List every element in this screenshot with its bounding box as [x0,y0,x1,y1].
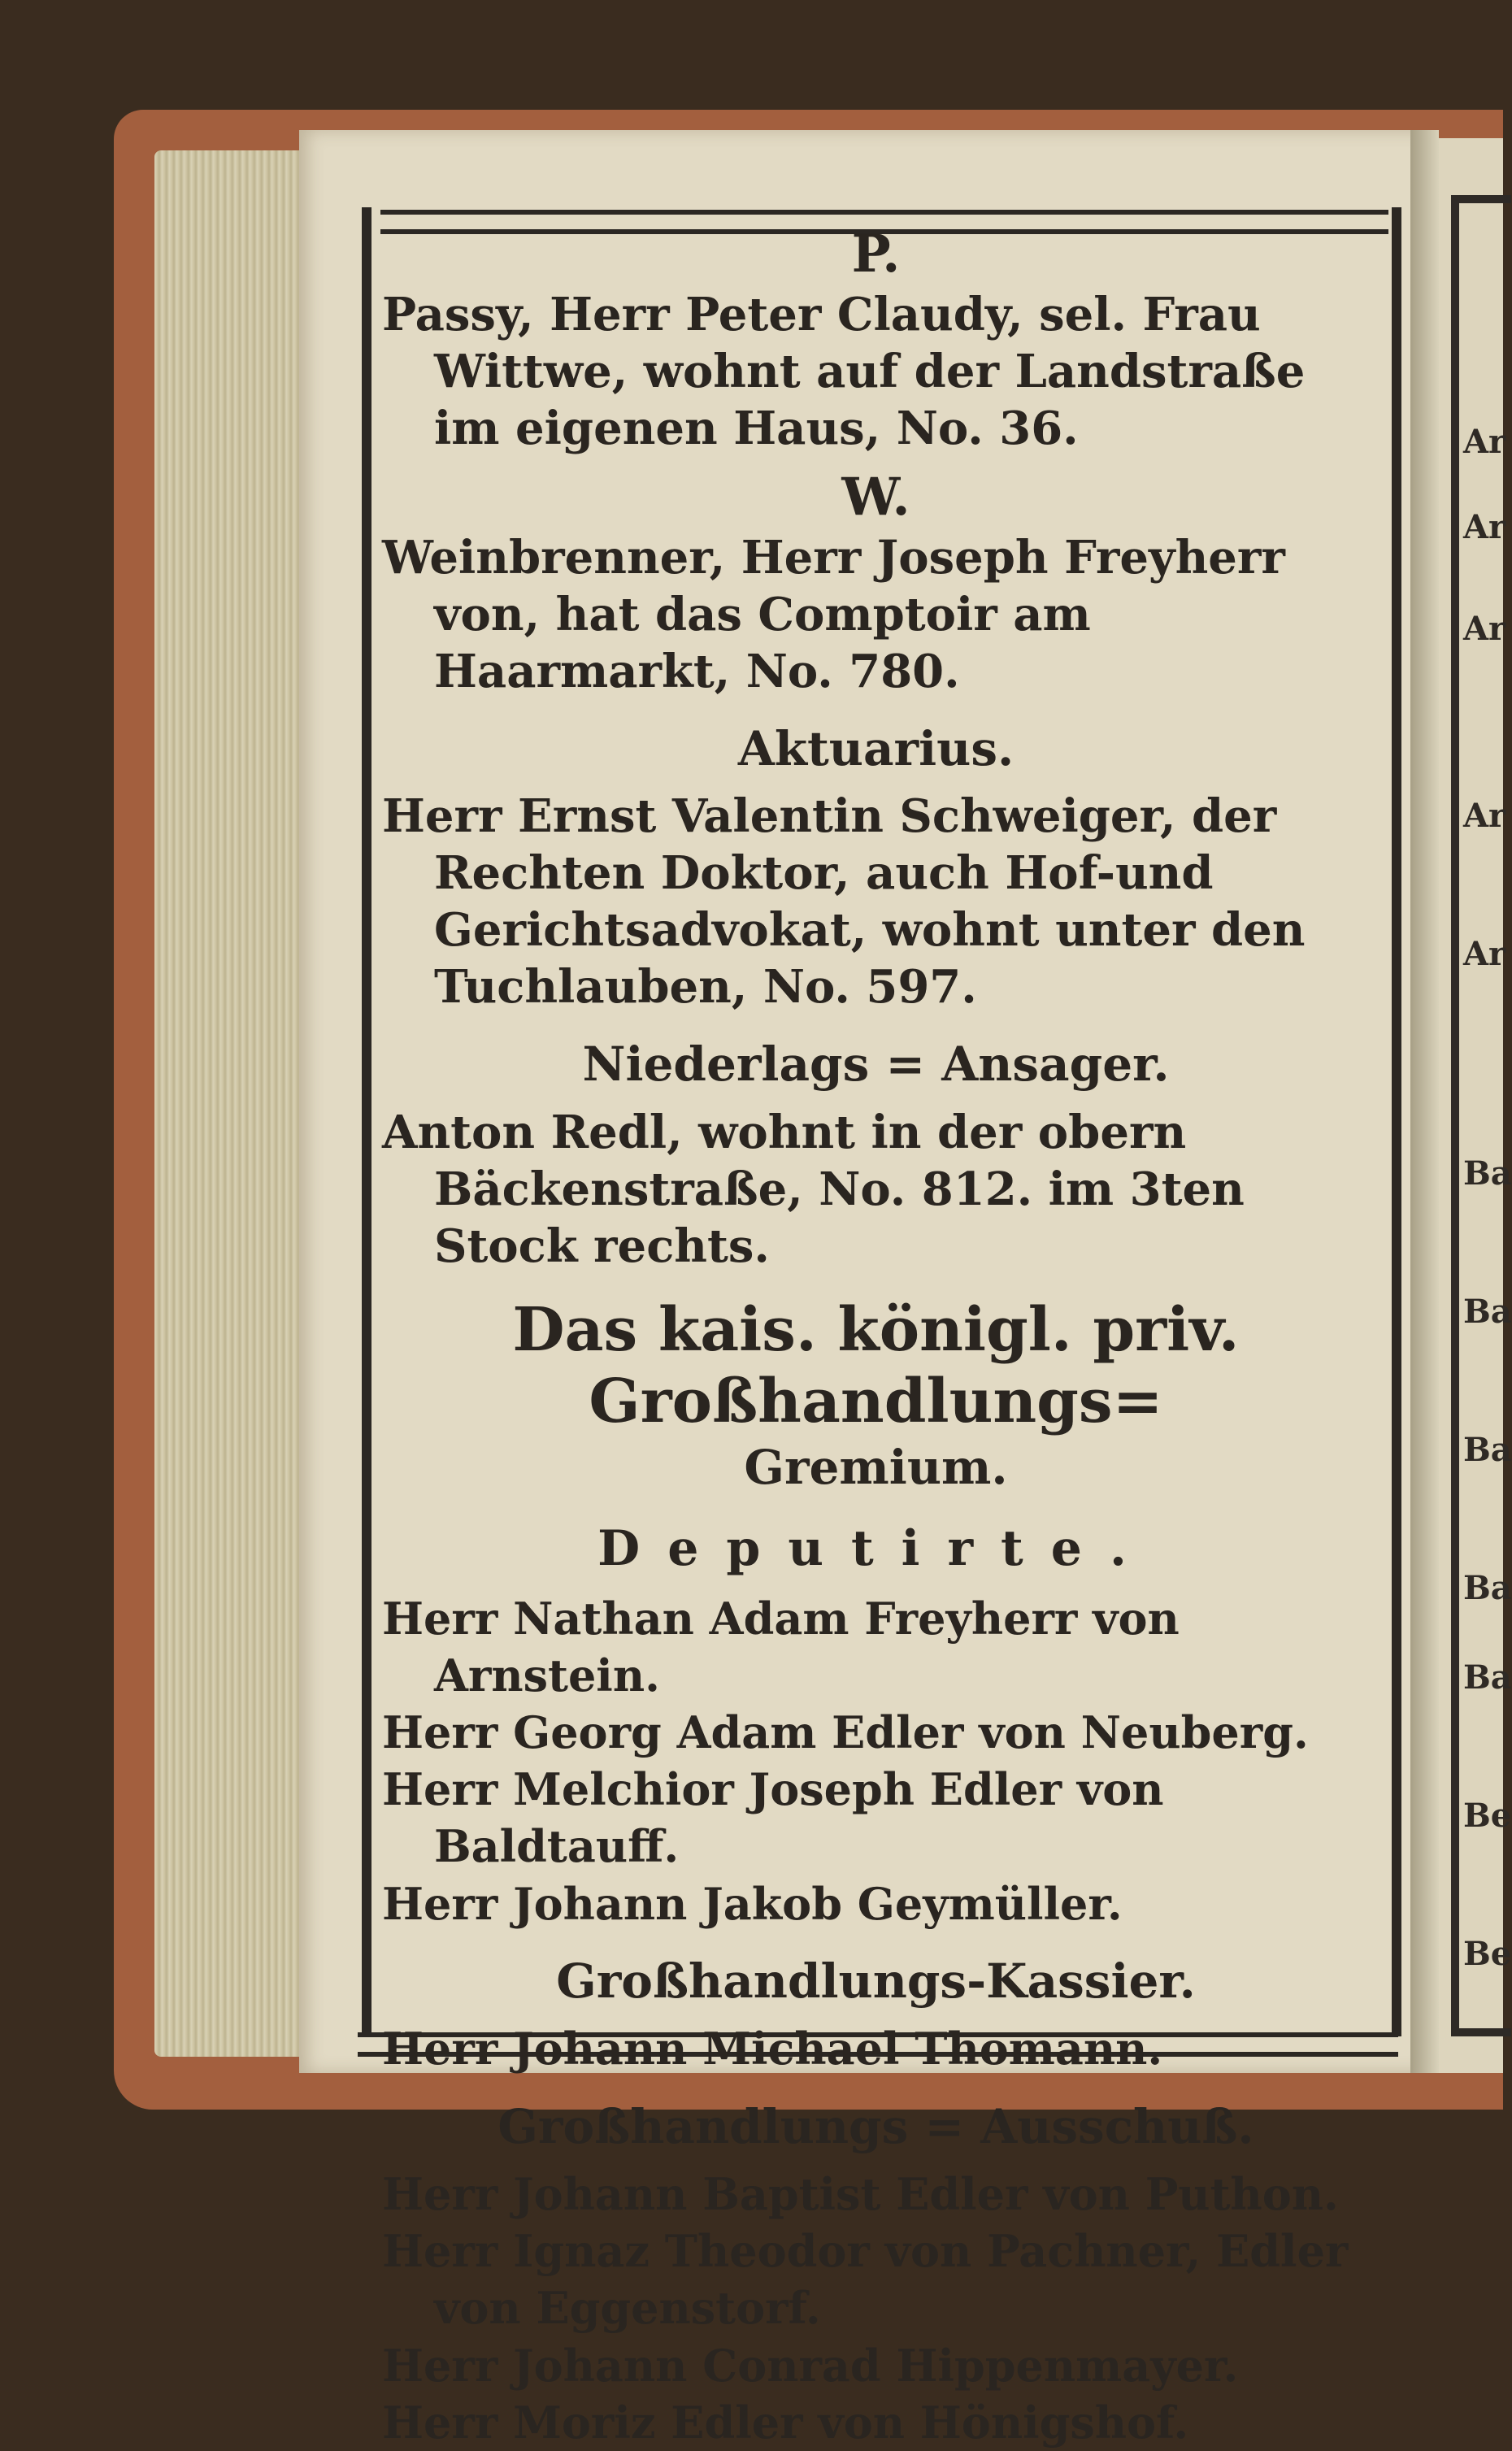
fragment: Ba [1463,1293,1512,1331]
fragment: Ba [1463,1658,1512,1697]
heading-niederlags: Niederlags = Ansager. [582,1036,1170,1093]
heading-kassier: Großhandlungs-Kassier. [556,1953,1196,2009]
heading-deputirte: Deputirte. [597,1519,1154,1577]
heading-ausschuss: Großhandlungs = Ausschuß. [497,2098,1254,2154]
page-edges [154,150,317,2057]
title-line-1: Das kais. königl. priv. Großhandlungs= [512,1294,1240,1437]
ausschuss-name: Herr Johann Baptist Edler von Puthon. [382,2168,1339,2220]
ausschuss-name: Herr Ignaz Theodor von Pachner, Edler von Eggenstorf. [382,2225,1349,2335]
title-line-2: Gremium. [744,1440,1008,1496]
fragment: Ar [1463,610,1506,648]
fragment: Be [1463,1935,1512,1973]
deputirte-name: Herr Johann Jakob Geymüller. [382,1877,1123,1930]
fragment: Ar [1463,797,1506,835]
entry-weinbrenner: Weinbrenner, Herr Joseph Freyherr von, hat das Comptoir am Haarmarkt, No. 780. [382,530,1285,698]
entry-passy: Passy, Herr Peter Claudy, sel. Frau Wittwe, wohnt auf der Landstraße im eigenen Haus, No. 36. [382,287,1306,455]
fragment: Ba [1463,1154,1512,1193]
entry-schweiger: Herr Ernst Valentin Schweiger, der Rechten Doktor, auch Hof-und Gerichtsadvokat, wohnt unter den Tuchlauben, No. 597. [382,789,1306,1015]
book-gutter [1410,130,1439,2073]
fragment: Ar [1463,508,1506,546]
deputirte-name: Herr Georg Adam Edler von Neuberg. [382,1706,1309,1759]
fragment: Ba [1463,1569,1512,1607]
section-letter-w: W. [841,466,910,528]
fragment: Ar [1463,935,1506,973]
entry-redl: Anton Redl, wohnt in der obern Bäckenstraße, No. 812. im 3ten Stock rechts. [382,1105,1245,1273]
fragment: Be [1463,1797,1512,1835]
section-letter-p: P. [851,224,901,285]
page-text [382,224,1370,2451]
right-page-frame [1451,195,1511,2036]
ausschuss-name: Herr Moriz Edler von Hönigshof. [382,2396,1189,2449]
heading-aktuarius: Aktuarius. [737,720,1015,776]
ausschuss-name: Herr Johann Conrad Hippenmayer. [382,2339,1239,2392]
deputirte-name: Herr Melchior Joseph Edler von Baldtauff. [382,1763,1164,1873]
kassier-name: Herr Johann Michael Thomann. [382,2023,1163,2075]
fragment: Ba [1463,1431,1512,1469]
fragment: Ar [1463,423,1506,461]
deputirte-name: Herr Nathan Adam Freyherr von Arnstein. [382,1592,1180,1701]
